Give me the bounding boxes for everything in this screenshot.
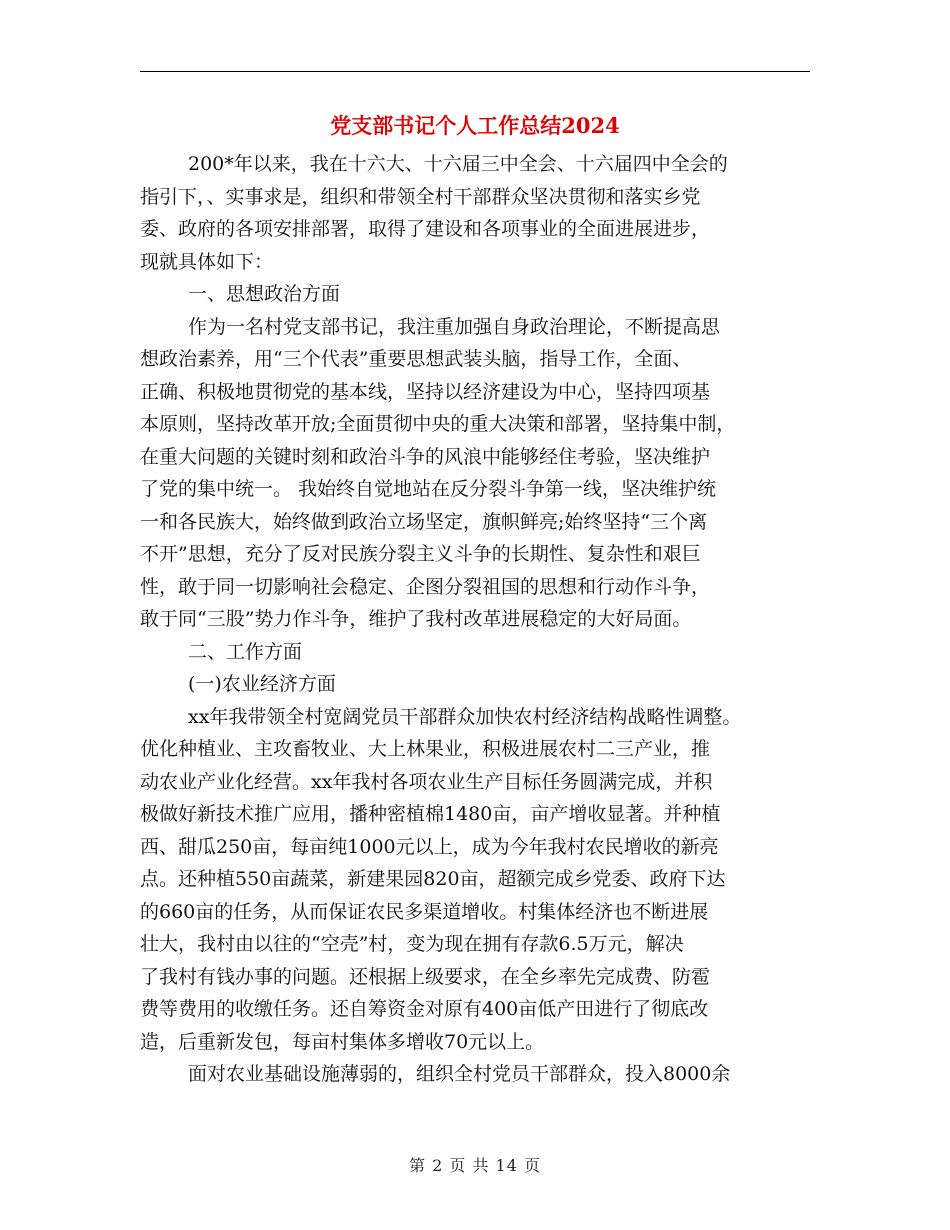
- paragraph-agriculture: [140, 701, 816, 1059]
- header-rule: [140, 71, 810, 72]
- text-line: 西、甜瓜250亩，每亩纯1000元以上，成为今年我村农民增收的新亮: [140, 835, 719, 858]
- paragraph-infrastructure: [140, 1058, 816, 1091]
- text-line: 一和各民族大，始终做到政治立场坚定，旗帜鲜亮;始终坚持“三个离: [140, 510, 708, 533]
- document-title: 党支部书记个人工作总结2024: [330, 113, 620, 138]
- text-line: xx年我带领全村宽阔党员干部群众加快农村经济结构战略性调整。: [188, 705, 742, 728]
- text-line: 想政治素养，用“三个代表”重要思想武装头脑，指导工作，全面、: [140, 348, 692, 370]
- text-line: 200*年以来，我在十六大、十六届三中全会、十六届四中全会的: [188, 153, 728, 175]
- text-line: 作为一名村党支部书记，我注重加强自身政治理论，不断提高思: [188, 315, 721, 338]
- text-line: 不开”思想，充分了反对民族分裂主义斗争的长期性、复杂性和艰巨: [140, 543, 701, 565]
- text-line: 现就具体如下：: [140, 250, 274, 273]
- text-line: 造，后重新发包，每亩村集体多增收70元以上。: [140, 1030, 545, 1053]
- paragraph-intro: [140, 148, 816, 278]
- page-number: 第 2 页 共 14 页: [409, 1156, 541, 1175]
- document-body: [140, 148, 816, 1091]
- text-line: 了党的集中统一。 我始终自觉地站在反分裂斗争第一线，坚决维护统: [140, 478, 717, 500]
- text-line: 敢于同“三股”势力作斗争，维护了我村改革进展稳定的大好局面。: [140, 608, 692, 630]
- paragraph-political: [140, 311, 816, 636]
- subsection-heading: (一)农业经济方面: [188, 673, 336, 695]
- section-heading: 一、思想政治方面: [188, 283, 341, 305]
- text-line: 性，敢于同一切影响社会稳定、企图分裂祖国的思想和行动作斗争，: [140, 575, 711, 598]
- subsection-heading-agriculture: [140, 668, 816, 701]
- text-line: 面对农业基础设施薄弱的，组织全村党员干部群众，投入8000余: [188, 1063, 731, 1085]
- section-heading: 二、工作方面: [188, 640, 303, 663]
- text-line: 费等费用的收缴任务。还自筹资金对原有400亩低产田进行了彻底改: [140, 998, 709, 1020]
- text-line: 本原则，坚持改革开放;全面贯彻中央的重大决策和部署，坚持集中制，: [140, 413, 736, 435]
- text-line: 优化种植业、主攻畜牧业、大上林果业，积极进展农村二三产业，推: [140, 738, 711, 760]
- text-line: 极做好新技术推广应用，播种密植棉1480亩，亩产增收显著。并种植: [140, 803, 721, 825]
- text-line: 在重大问题的关键时刻和政治斗争的风浪中能够经住考验，坚决维护: [140, 445, 711, 468]
- text-line: 的660亩的任务，从而保证农民多渠道增收。村集体经济也不断进展: [140, 900, 709, 923]
- text-line: 壮大，我村由以往的“空壳”村，变为现在拥有存款6.5万元，解决: [140, 933, 684, 955]
- text-line: 点。还种植550亩蔬菜，新建果园820亩，超额完成乡党委、政府下达: [140, 868, 726, 890]
- text-line: 委、政府的各项安排部署，取得了建设和各项事业的全面进展进步，: [140, 218, 711, 240]
- text-line: 了我村有钱办事的问题。还根据上级要求，在全乡率先完成费、防雹: [140, 965, 711, 988]
- section-heading-political: [140, 278, 816, 311]
- text-line: 正确、积极地贯彻党的基本线，坚持以经济建设为中心，坚持四项基: [140, 380, 711, 403]
- text-line: 动农业产业化经营。xx年我村各项农业生产目标任务圆满完成，并积: [140, 770, 713, 793]
- text-line: 指引下，、实事求是，组织和带领全村干部群众坚决贯彻和落实乡党: [140, 185, 701, 208]
- section-heading-work: [140, 636, 816, 669]
